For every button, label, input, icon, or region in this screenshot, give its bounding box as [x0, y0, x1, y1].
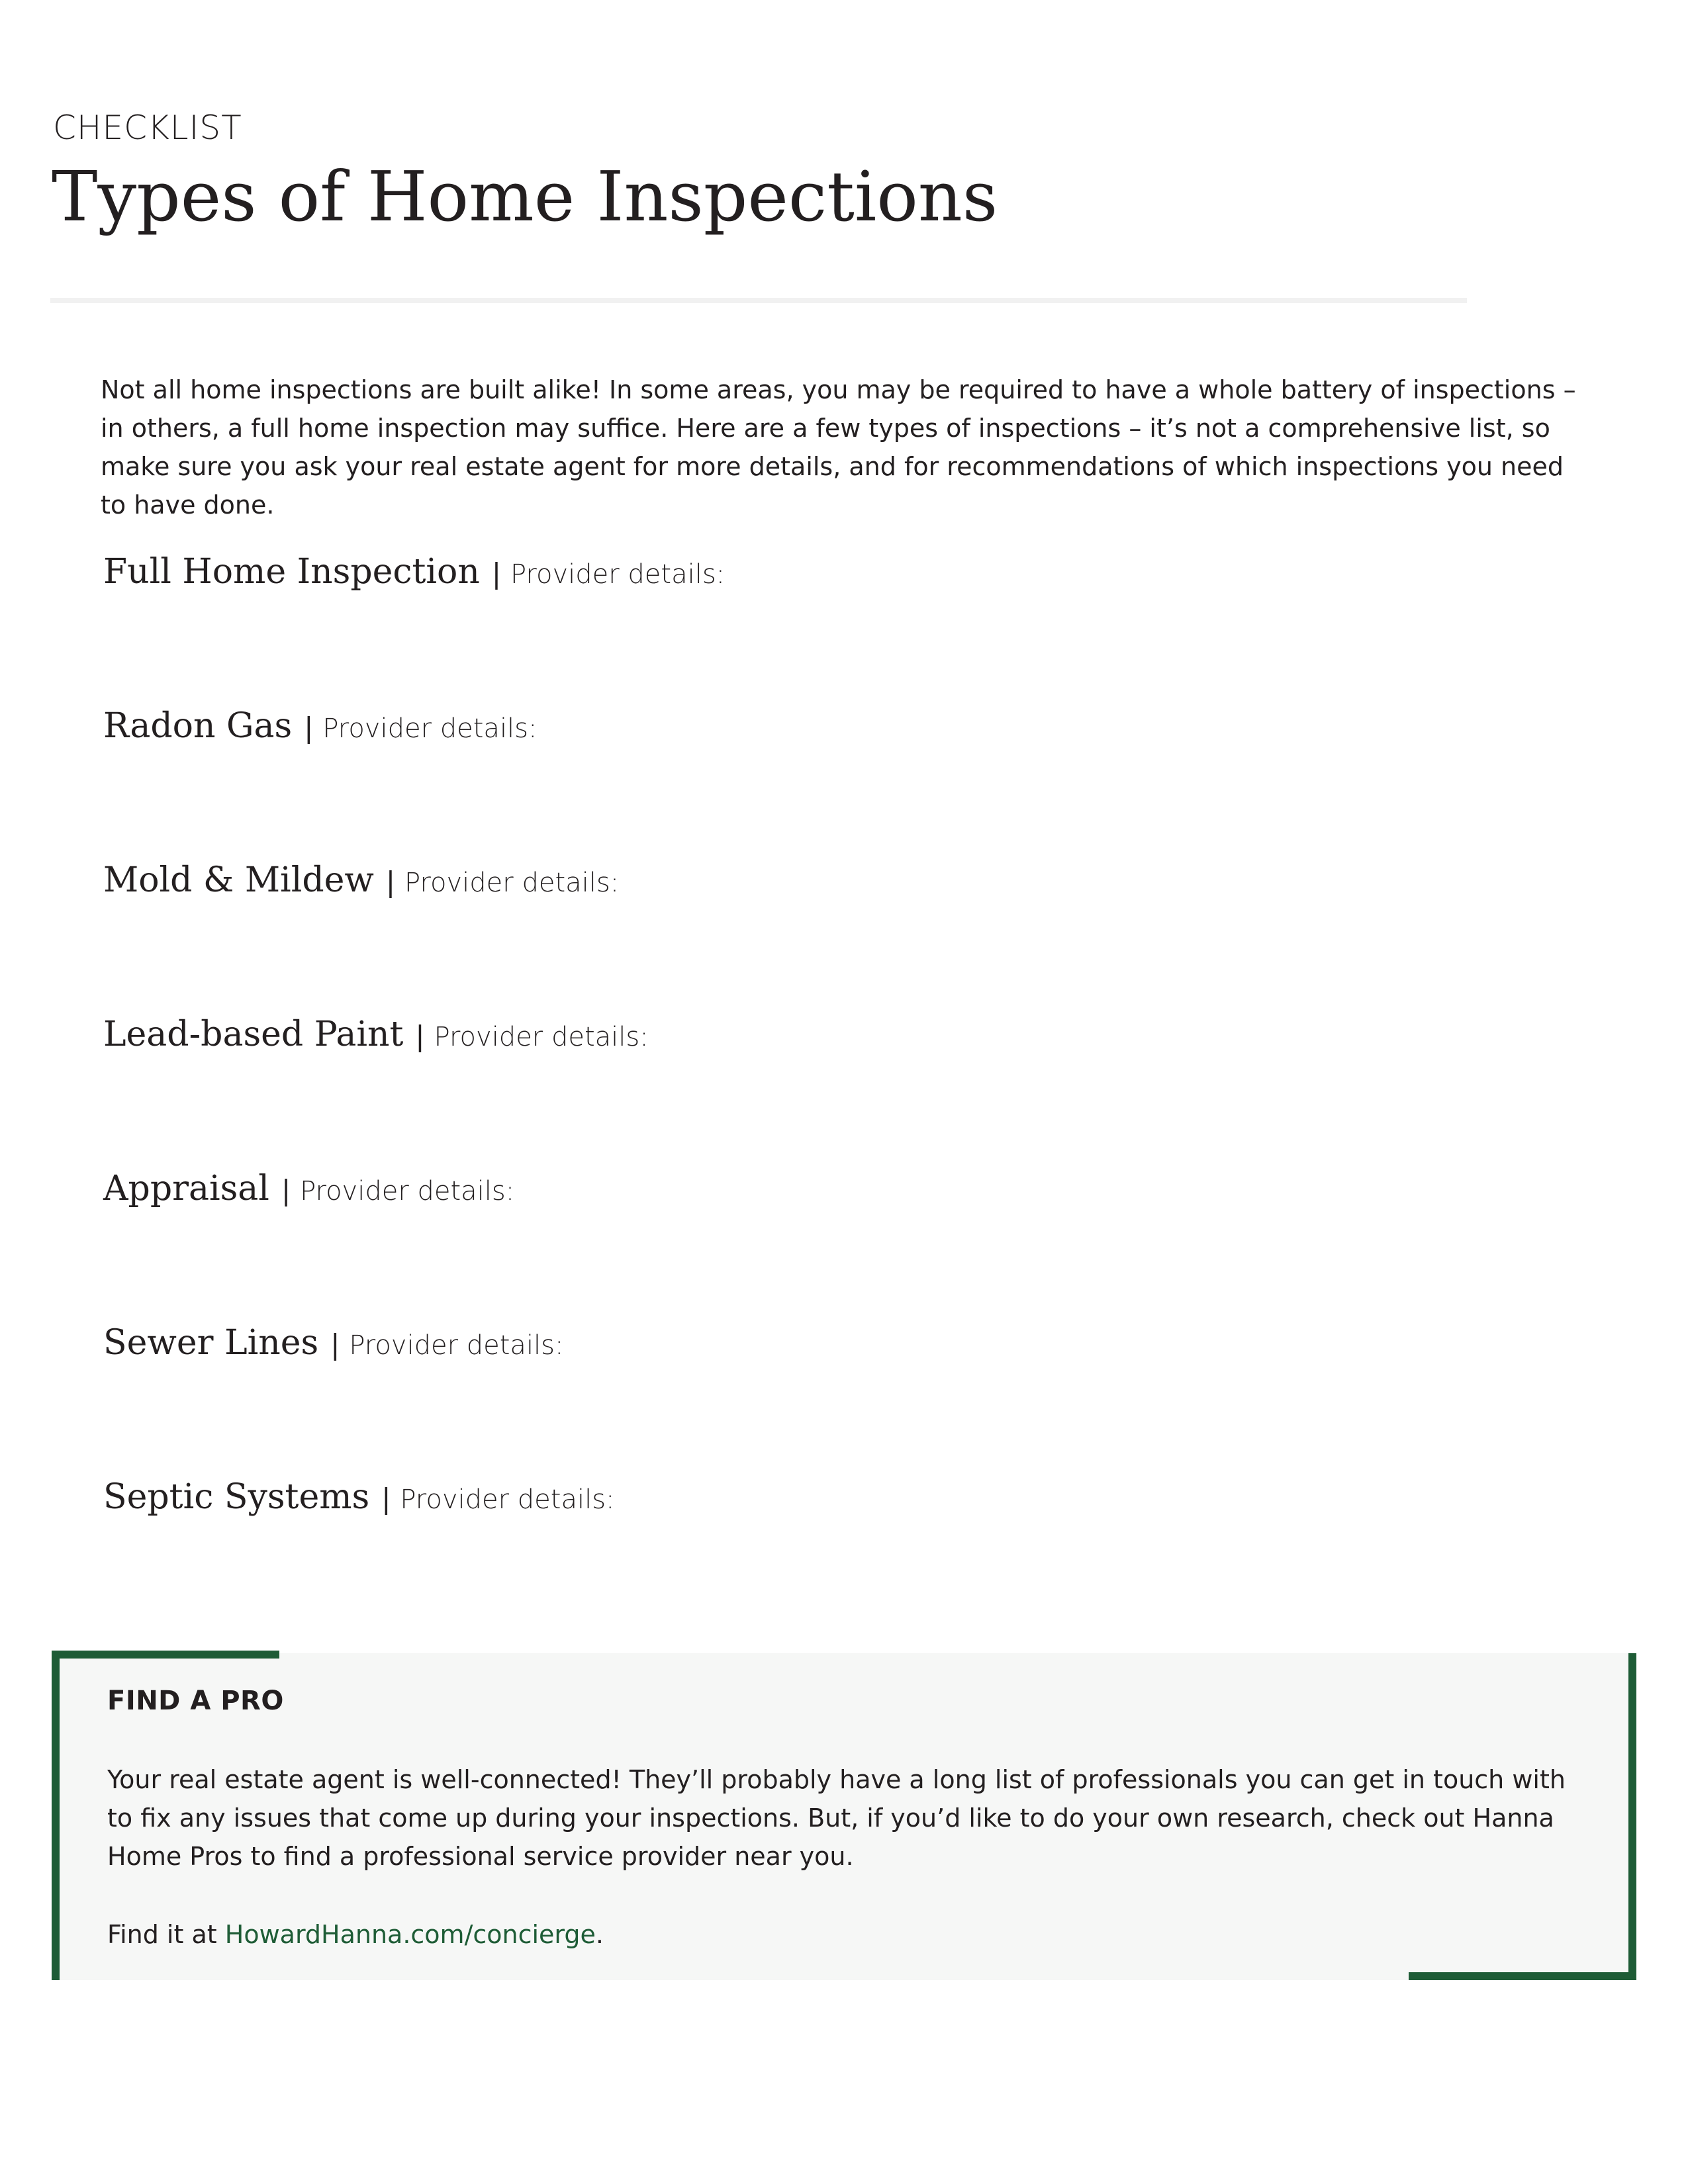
inspection-name: Lead-based Paint	[103, 1015, 404, 1054]
inspection-name: Septic Systems	[103, 1477, 370, 1517]
separator: |	[304, 711, 314, 744]
separator: |	[415, 1020, 425, 1052]
inspection-item-sewer-lines	[103, 1323, 564, 1363]
callout-bracket-bottom	[1409, 1972, 1636, 1980]
eyebrow-label: CHECKLIST	[53, 109, 242, 147]
separator: |	[330, 1328, 340, 1361]
intro-paragraph: Not all home inspections are built alike! In some areas, you may be required to have a whole battery of inspections – in others, a full home inspection may suffice. Here are a few types of inspections – it’s not a comprehensive list, so make sure you ask your real estate agent for more details, and for recommendations of which inspections you need to have done.	[101, 375, 1576, 520]
concierge-link[interactable]: HowardHanna.com/concierge	[224, 1920, 596, 1949]
provider-details-label: Provider details:	[434, 1022, 649, 1052]
separator: |	[385, 866, 396, 898]
separator: |	[381, 1482, 391, 1515]
callout-body: Your real estate agent is well-connected! They’ll probably have a long list of professionals you can get in touch with to fix any issues that come up during your inspections. But, if you’d like to do your own research, check out Hanna Home Pros to find a professional service provider near you.	[107, 1765, 1566, 1871]
inspection-item-full-home	[103, 552, 726, 592]
provider-details-label: Provider details:	[349, 1330, 564, 1361]
callout-bracket-top	[52, 1651, 279, 1659]
inspection-item-septic-systems	[103, 1477, 615, 1517]
provider-details-label: Provider details:	[400, 1484, 615, 1515]
page-title: Types of Home Inspections	[52, 156, 998, 237]
callout-find-line	[107, 1915, 604, 1954]
provider-details-label: Provider details:	[300, 1176, 515, 1206]
inspection-item-lead-paint	[103, 1017, 649, 1052]
callout-bracket-right	[1628, 1653, 1636, 1980]
separator: |	[491, 557, 502, 590]
callout-heading: FIND A PRO	[107, 1686, 284, 1716]
inspection-item-radon-gas	[103, 706, 538, 746]
find-prefix: Find it at	[107, 1920, 225, 1949]
find-suffix: .	[595, 1920, 604, 1949]
callout-bracket-left	[52, 1651, 60, 1980]
inspection-name: Radon Gas	[103, 706, 293, 746]
inspection-item-mold-mildew	[103, 860, 620, 900]
header-divider	[50, 298, 1467, 303]
provider-details-label: Provider details:	[404, 868, 620, 898]
inspection-item-appraisal	[103, 1171, 514, 1206]
inspection-name: Full Home Inspection	[103, 552, 480, 592]
provider-details-label: Provider details:	[510, 559, 726, 590]
provider-details-label: Provider details:	[322, 713, 538, 744]
inspection-name: Mold & Mildew	[103, 860, 374, 900]
inspection-name: Appraisal	[103, 1169, 269, 1208]
separator: |	[281, 1174, 291, 1206]
inspection-name: Sewer Lines	[103, 1323, 319, 1363]
